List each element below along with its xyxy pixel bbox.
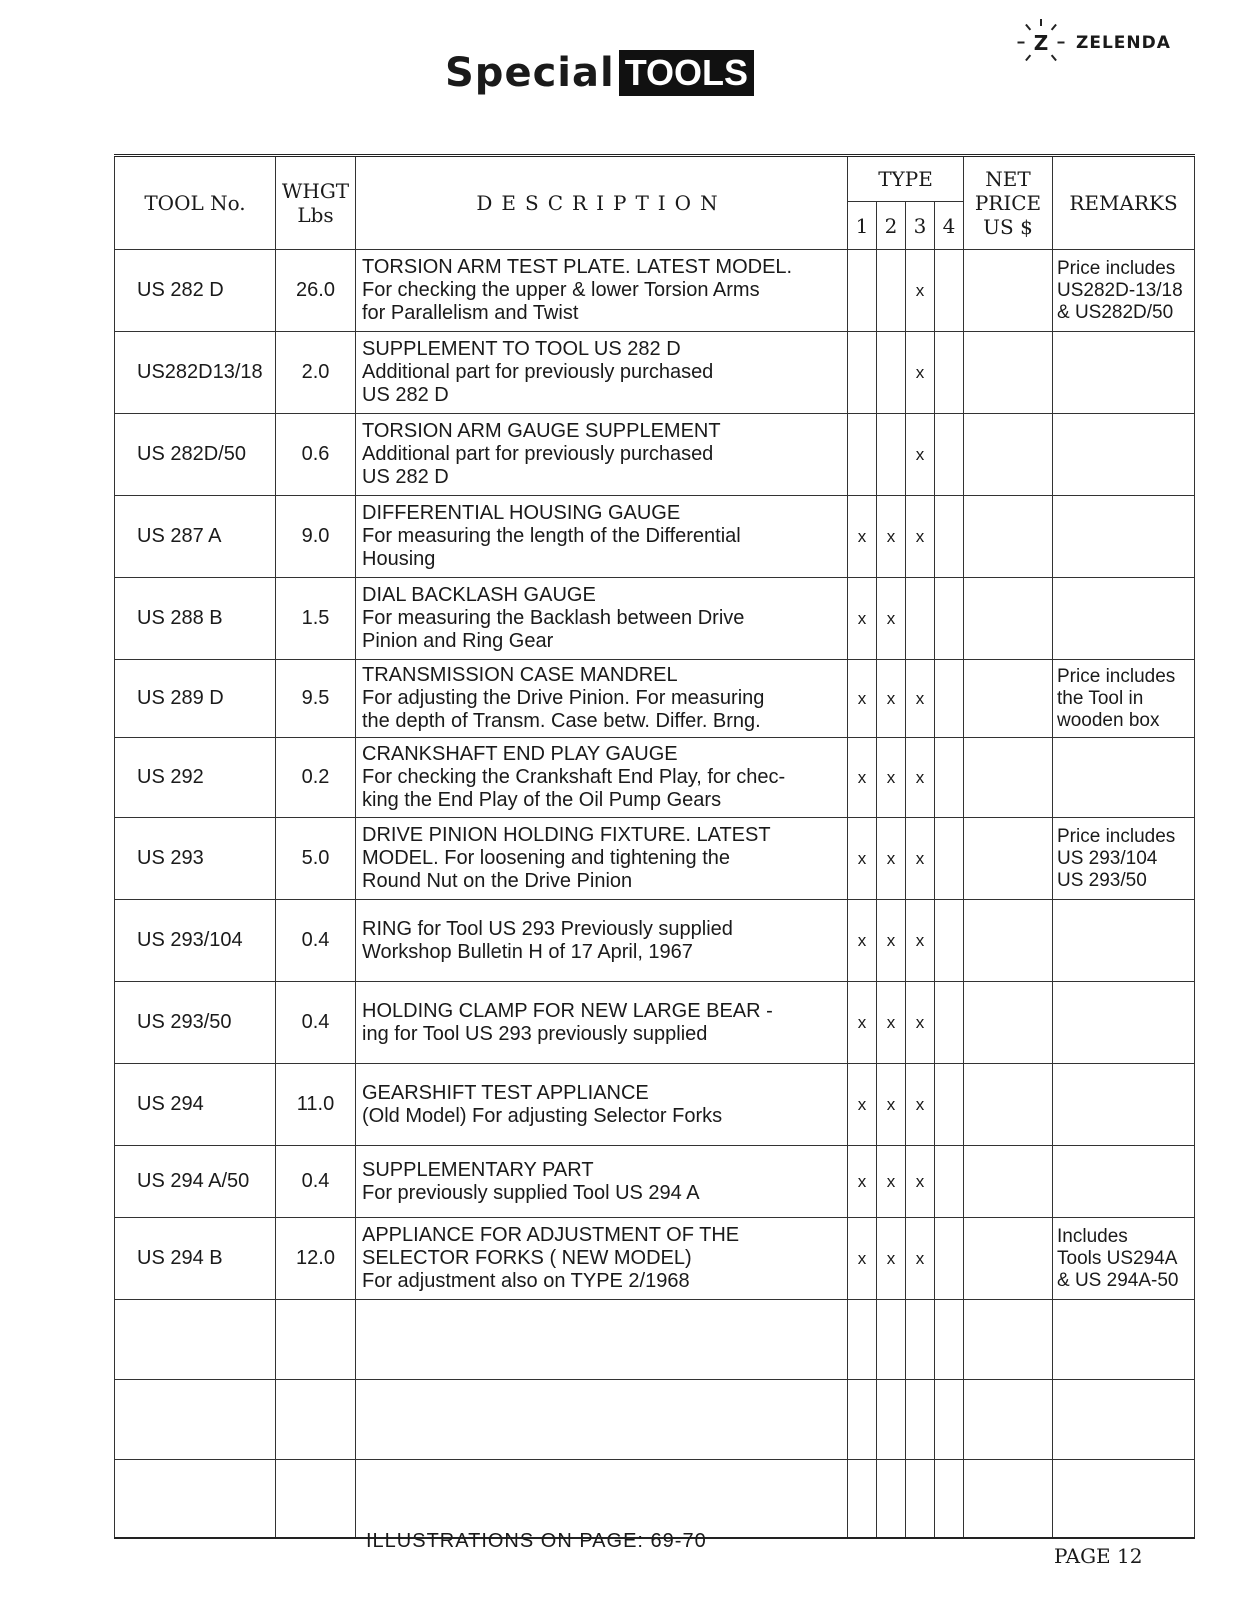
- type-4-mark: [935, 900, 964, 982]
- header-net-price-line3: US $: [983, 215, 1033, 239]
- remarks: [1053, 332, 1195, 414]
- tool-weight: 5.0: [276, 818, 356, 900]
- empty-cell: [935, 1460, 964, 1538]
- description-line: For measuring the Backlash between Drive: [362, 607, 745, 629]
- net-price: [964, 900, 1053, 982]
- tool-weight: 0.4: [276, 982, 356, 1064]
- remarks: [1053, 818, 1195, 900]
- empty-cell: [115, 1300, 276, 1380]
- type-3-mark: x: [906, 818, 935, 900]
- tool-description: [356, 332, 848, 414]
- type-3-mark: x: [906, 982, 935, 1064]
- description-line: SUPPLEMENT TO TOOL US 282 D: [362, 338, 681, 360]
- tool-description: [356, 1218, 848, 1300]
- type-4-mark: [935, 496, 964, 578]
- type-3-mark: x: [906, 900, 935, 982]
- empty-cell: [848, 1300, 877, 1380]
- tool-number: US 293/50: [115, 982, 276, 1064]
- description-line: MODEL. For loosening and tightening the: [362, 847, 730, 869]
- tool-number: US 293/104: [115, 900, 276, 982]
- header-tool-no: TOOL No.: [115, 156, 276, 250]
- remarks-line: Price includes: [1057, 825, 1176, 847]
- empty-cell: [906, 1380, 935, 1460]
- type-3-mark: x: [906, 250, 935, 332]
- net-price: [964, 578, 1053, 660]
- tool-number: US 288 B: [115, 578, 276, 660]
- type-1-mark: x: [848, 496, 877, 578]
- table-row: [115, 250, 1195, 332]
- remarks: [1053, 1064, 1195, 1146]
- remarks: [1053, 982, 1195, 1064]
- description-line: HOLDING CLAMP FOR NEW LARGE BEAR -: [362, 999, 773, 1022]
- remarks-line: wooden box: [1057, 709, 1160, 731]
- type-4-mark: [935, 1146, 964, 1218]
- empty-cell: [356, 1460, 848, 1538]
- remarks-line: US 293/104: [1057, 847, 1158, 869]
- type-1-mark: x: [848, 900, 877, 982]
- remarks: [1053, 1146, 1195, 1218]
- remarks: [1053, 414, 1195, 496]
- type-4-mark: [935, 738, 964, 818]
- empty-cell: [356, 1380, 848, 1460]
- description-line: (Old Model) For adjusting Selector Forks: [362, 1104, 723, 1127]
- type-2-mark: x: [877, 660, 906, 738]
- remarks-line: the Tool in: [1057, 687, 1144, 709]
- type-2-mark: x: [877, 818, 906, 900]
- empty-row: [115, 1380, 1195, 1460]
- tool-number: US 282 D: [115, 250, 276, 332]
- header-type-4: 4: [935, 202, 964, 250]
- empty-row: [115, 1300, 1195, 1380]
- description-line: Housing: [362, 548, 436, 570]
- description-line: Workshop Bulletin H of 17 April, 1967: [362, 940, 693, 963]
- type-2-mark: x: [877, 982, 906, 1064]
- description-line: For adjustment also on TYPE 2/1968: [362, 1270, 690, 1292]
- tool-description: [356, 738, 848, 818]
- type-3-mark: x: [906, 1218, 935, 1300]
- table-row: [115, 414, 1195, 496]
- net-price: [964, 1218, 1053, 1300]
- type-2-mark: x: [877, 900, 906, 982]
- net-price: [964, 414, 1053, 496]
- type-1-mark: x: [848, 982, 877, 1064]
- type-4-mark: [935, 1218, 964, 1300]
- type-3-mark: [906, 578, 935, 660]
- header-remarks: REMARKS: [1053, 156, 1195, 250]
- empty-cell: [877, 1300, 906, 1380]
- type-1-mark: x: [848, 738, 877, 818]
- tool-weight: 1.5: [276, 578, 356, 660]
- description-line: APPLIANCE FOR ADJUSTMENT OF THE: [362, 1224, 740, 1246]
- type-4-mark: [935, 818, 964, 900]
- header-net-price-line2: PRICE: [974, 191, 1042, 215]
- header-net-price-line1: NET: [985, 167, 1031, 191]
- tool-description: [356, 578, 848, 660]
- description-line: For measuring the length of the Differential: [362, 525, 741, 547]
- description-line: Pinion and Ring Gear: [362, 630, 554, 652]
- description-line: GEARSHIFT TEST APPLIANCE: [362, 1081, 649, 1104]
- net-price: [964, 738, 1053, 818]
- type-2-mark: x: [877, 496, 906, 578]
- tool-weight: 9.0: [276, 496, 356, 578]
- table-row: [115, 818, 1195, 900]
- empty-row: [115, 1460, 1195, 1538]
- table-row: [115, 982, 1195, 1064]
- remarks: [1053, 900, 1195, 982]
- type-1-mark: x: [848, 1064, 877, 1146]
- remarks: [1053, 250, 1195, 332]
- description-line: US 282 D: [362, 384, 449, 406]
- empty-cell: [877, 1380, 906, 1460]
- type-2-mark: [877, 332, 906, 414]
- description-line: SUPPLEMENTARY PART: [362, 1158, 594, 1181]
- tool-description: [356, 660, 848, 738]
- type-1-mark: [848, 250, 877, 332]
- table-row: [115, 578, 1195, 660]
- net-price: [964, 818, 1053, 900]
- description-line: For previously supplied Tool US 294 A: [362, 1181, 700, 1204]
- empty-cell: [964, 1380, 1053, 1460]
- type-4-mark: [935, 332, 964, 414]
- type-4-mark: [935, 982, 964, 1064]
- brand: [1020, 22, 1171, 64]
- logo-letter: Z: [1033, 31, 1049, 55]
- description-line: CRANKSHAFT END PLAY GAUGE: [362, 743, 678, 765]
- remarks: [1053, 738, 1195, 818]
- type-2-mark: x: [877, 1146, 906, 1218]
- empty-cell: [1053, 1380, 1195, 1460]
- remarks: [1053, 496, 1195, 578]
- empty-cell: [906, 1460, 935, 1538]
- tool-weight: 26.0: [276, 250, 356, 332]
- type-1-mark: [848, 332, 877, 414]
- description-line: For checking the Crankshaft End Play, for chec-: [362, 766, 786, 788]
- description-line: Round Nut on the Drive Pinion: [362, 870, 633, 892]
- page-number: PAGE 12: [1054, 1544, 1143, 1568]
- table-row: [115, 496, 1195, 578]
- title-special: Special: [445, 50, 615, 96]
- type-2-mark: [877, 250, 906, 332]
- description-line: DIAL BACKLASH GAUGE: [362, 584, 596, 606]
- empty-cell: [964, 1460, 1053, 1538]
- empty-cell: [848, 1460, 877, 1538]
- description-line: ing for Tool US 293 previously supplied: [362, 1022, 708, 1045]
- table-row: [115, 332, 1195, 414]
- type-1-mark: x: [848, 660, 877, 738]
- empty-cell: [115, 1460, 276, 1538]
- empty-cell: [877, 1460, 906, 1538]
- type-4-mark: [935, 1064, 964, 1146]
- tool-weight: 0.2: [276, 738, 356, 818]
- type-3-mark: x: [906, 738, 935, 818]
- empty-cell: [935, 1300, 964, 1380]
- header-weight-line1: WHGT: [281, 179, 350, 203]
- description-line: the depth of Transm. Case betw. Differ. Brng.: [362, 710, 761, 732]
- empty-cell: [906, 1300, 935, 1380]
- tool-weight: 0.4: [276, 900, 356, 982]
- description-line: king the End Play of the Oil Pump Gears: [362, 789, 722, 811]
- description-line: RING for Tool US 293 Previously supplied: [362, 917, 733, 940]
- brand-name: ZELENDA: [1076, 33, 1171, 53]
- table-row: [115, 660, 1195, 738]
- tool-description: [356, 496, 848, 578]
- empty-cell: [848, 1380, 877, 1460]
- type-3-mark: x: [906, 1064, 935, 1146]
- type-1-mark: x: [848, 818, 877, 900]
- header-type: TYPE: [848, 156, 964, 202]
- type-2-mark: x: [877, 578, 906, 660]
- page-title: [445, 50, 754, 96]
- tool-weight: 2.0: [276, 332, 356, 414]
- tool-description: [356, 900, 848, 982]
- table-row: [115, 1218, 1195, 1300]
- tool-number: US 287 A: [115, 496, 276, 578]
- remarks: [1053, 1218, 1195, 1300]
- tool-number: US 294 A/50: [115, 1146, 276, 1218]
- net-price: [964, 660, 1053, 738]
- remarks-line: Price includes: [1057, 257, 1176, 279]
- empty-cell: [115, 1380, 276, 1460]
- title-tools: TOOLS: [619, 50, 754, 96]
- remarks-line: Includes: [1057, 1225, 1128, 1247]
- empty-cell: [1053, 1300, 1195, 1380]
- sun-z-logo-icon: [1020, 22, 1062, 64]
- type-1-mark: [848, 414, 877, 496]
- tool-number: US 294: [115, 1064, 276, 1146]
- type-3-mark: x: [906, 1146, 935, 1218]
- net-price: [964, 496, 1053, 578]
- empty-cell: [935, 1380, 964, 1460]
- type-4-mark: [935, 660, 964, 738]
- tool-weight: 9.5: [276, 660, 356, 738]
- type-3-mark: x: [906, 332, 935, 414]
- net-price: [964, 1146, 1053, 1218]
- description-line: DRIVE PINION HOLDING FIXTURE. LATEST: [362, 824, 771, 846]
- description-line: for Parallelism and Twist: [362, 302, 579, 324]
- tool-weight: 0.6: [276, 414, 356, 496]
- type-2-mark: [877, 414, 906, 496]
- table-row: [115, 738, 1195, 818]
- header-weight-line2: Lbs: [297, 203, 334, 227]
- description-line: SELECTOR FORKS ( NEW MODEL): [362, 1247, 692, 1269]
- empty-cell: [1053, 1460, 1195, 1538]
- tool-number: US 289 D: [115, 660, 276, 738]
- type-1-mark: x: [848, 1146, 877, 1218]
- header-type-2: 2: [877, 202, 906, 250]
- description-line: US 282 D: [362, 466, 449, 488]
- type-4-mark: [935, 250, 964, 332]
- description-line: TRANSMISSION CASE MANDREL: [362, 664, 678, 686]
- tool-weight: 12.0: [276, 1218, 356, 1300]
- tool-number: US 282D/50: [115, 414, 276, 496]
- description-line: Additional part for previously purchased: [362, 361, 714, 383]
- header-type-3: 3: [906, 202, 935, 250]
- empty-cell: [276, 1300, 356, 1380]
- table-row: [115, 1064, 1195, 1146]
- illustrations-note: ILLUSTRATIONS ON PAGE: 69-70: [366, 1530, 707, 1552]
- remarks: [1053, 660, 1195, 738]
- remarks-line: Tools US294A: [1057, 1247, 1178, 1269]
- empty-cell: [964, 1300, 1053, 1380]
- tool-number: US 294 B: [115, 1218, 276, 1300]
- remarks-line: US 293/50: [1057, 869, 1147, 891]
- remarks-line: & US282D/50: [1057, 301, 1174, 323]
- type-3-mark: x: [906, 414, 935, 496]
- description-line: TORSION ARM GAUGE SUPPLEMENT: [362, 420, 721, 442]
- net-price: [964, 332, 1053, 414]
- remarks-line: & US 294A-50: [1057, 1269, 1179, 1291]
- remarks-line: Price includes: [1057, 665, 1176, 687]
- tool-number: US 293: [115, 818, 276, 900]
- type-1-mark: x: [848, 578, 877, 660]
- type-4-mark: [935, 578, 964, 660]
- description-line: TORSION ARM TEST PLATE. LATEST MODEL.: [362, 256, 793, 278]
- tool-number: US282D13/18: [115, 332, 276, 414]
- empty-cell: [276, 1460, 356, 1538]
- type-4-mark: [935, 414, 964, 496]
- type-2-mark: x: [877, 738, 906, 818]
- empty-cell: [356, 1300, 848, 1380]
- tools-table: [114, 154, 1195, 1539]
- type-2-mark: x: [877, 1064, 906, 1146]
- remarks-line: US282D-13/18: [1057, 279, 1183, 301]
- table-row: [115, 900, 1195, 982]
- empty-cell: [276, 1380, 356, 1460]
- tool-number: US 292: [115, 738, 276, 818]
- header-type-1: 1: [848, 202, 877, 250]
- description-line: For checking the upper & lower Torsion Arms: [362, 279, 760, 301]
- tool-weight: 11.0: [276, 1064, 356, 1146]
- remarks: [1053, 578, 1195, 660]
- description-line: Additional part for previously purchased: [362, 443, 714, 465]
- header-weight: [276, 156, 356, 250]
- tool-description: [356, 1064, 848, 1146]
- tool-description: [356, 414, 848, 496]
- net-price: [964, 1064, 1053, 1146]
- tool-weight: 0.4: [276, 1146, 356, 1218]
- table-row: [115, 1146, 1195, 1218]
- description-line: DIFFERENTIAL HOUSING GAUGE: [362, 502, 681, 524]
- tool-description: [356, 1146, 848, 1218]
- type-3-mark: x: [906, 660, 935, 738]
- type-2-mark: x: [877, 1218, 906, 1300]
- tool-description: [356, 982, 848, 1064]
- type-3-mark: x: [906, 496, 935, 578]
- net-price: [964, 250, 1053, 332]
- type-1-mark: x: [848, 1218, 877, 1300]
- tool-description: [356, 250, 848, 332]
- header-description: DESCRIPTION: [356, 156, 848, 250]
- net-price: [964, 982, 1053, 1064]
- description-line: For adjusting the Drive Pinion. For measuring: [362, 687, 765, 709]
- header-net-price: [964, 156, 1053, 250]
- tool-description: [356, 818, 848, 900]
